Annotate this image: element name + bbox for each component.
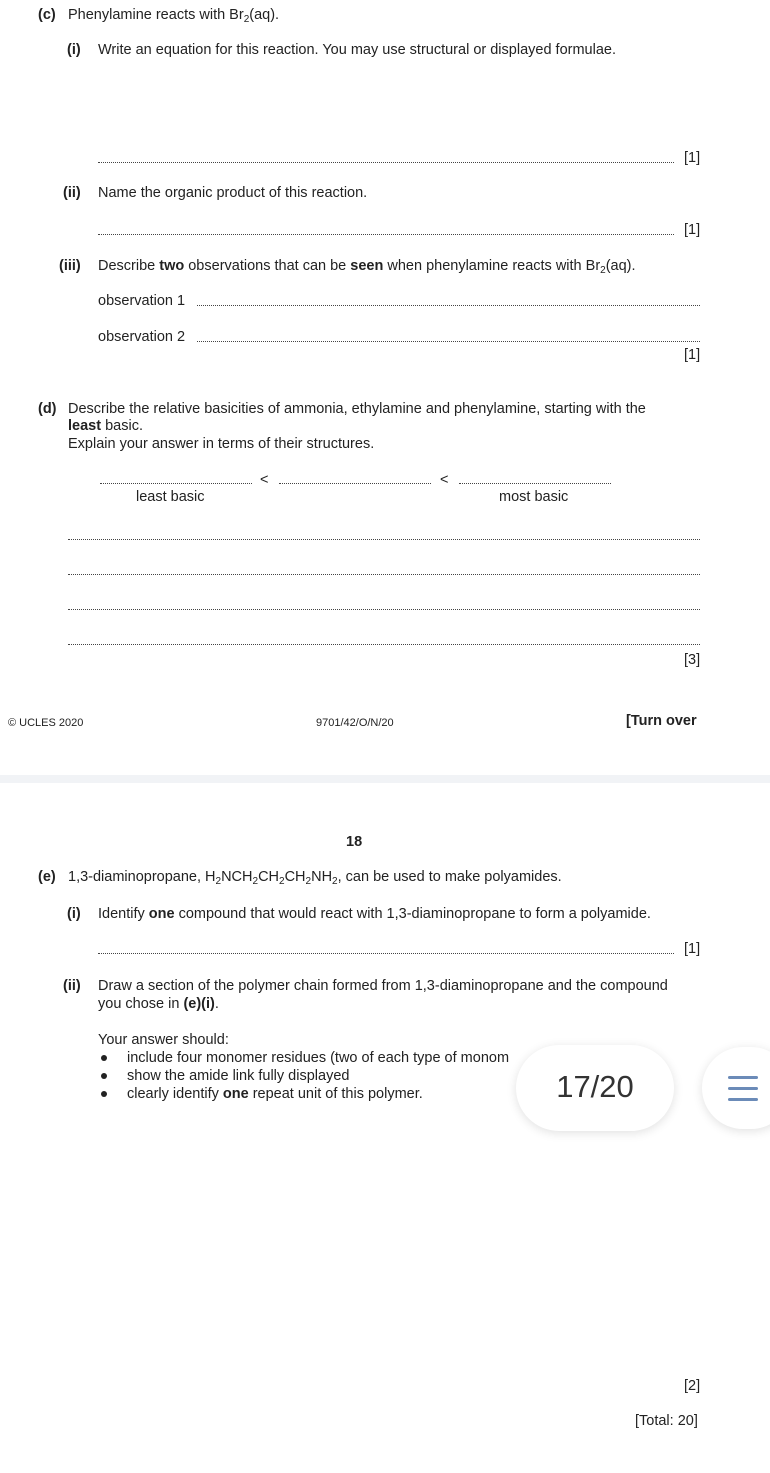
part-e-label: (e) <box>38 869 56 885</box>
paper-code: 9701/42/O/N/20 <box>316 717 394 729</box>
observation-2-line[interactable] <box>197 341 700 342</box>
requirement-3: clearly identify one repeat unit of this polymer. <box>127 1086 423 1102</box>
answer-line[interactable] <box>98 162 674 163</box>
mark-allocation: [2] <box>684 1378 701 1394</box>
mark-allocation: [3] <box>684 652 701 668</box>
part-e-ii-question-line2: you chose in (e)(i). <box>98 996 219 1012</box>
mark-allocation: [1] <box>684 941 701 957</box>
copyright: © UCLES 2020 <box>8 717 84 729</box>
least-basic-label: least basic <box>136 489 205 505</box>
part-c-ii-label: (ii) <box>63 185 81 201</box>
part-c-ii-question: Name the organic product of this reaction. <box>98 185 368 201</box>
observation-1-label: observation 1 <box>98 293 186 309</box>
most-basic-label: most basic <box>499 489 569 505</box>
total-marks: [Total: 20] <box>635 1413 698 1429</box>
page-separator <box>0 775 770 783</box>
answer-requirements-heading: Your answer should: <box>98 1032 229 1048</box>
middle-basic-blank[interactable] <box>279 483 431 484</box>
answer-line[interactable] <box>68 574 700 575</box>
page-number: 18 <box>346 834 363 850</box>
part-c-i-question: Write an equation for this reaction. You may use structural or displayed formulae. <box>98 42 616 58</box>
requirement-1: include four monomer residues (two of each type of monom <box>127 1050 510 1066</box>
part-c-iii-question: Describe two observations that can be seen when phenylamine reacts with $Br_2(aq)$. <box>98 258 636 276</box>
bullet-icon <box>101 1091 107 1097</box>
part-e-i-question: Identify one compound that would react with 1,3-diaminopropane to form a polyamide. <box>98 906 651 922</box>
part-e-ii-question-line1: Draw a section of the polymer chain formed from 1,3-diaminopropane and the compound <box>98 978 668 994</box>
part-d-question-line2: least basic. <box>68 418 143 434</box>
less-than-sign: < <box>440 472 449 488</box>
part-c-label: (c) <box>38 7 56 23</box>
less-than-sign: < <box>260 472 269 488</box>
part-d-label: (d) <box>38 401 57 417</box>
observation-2-label: observation 2 <box>98 329 186 345</box>
answer-line[interactable] <box>68 609 700 610</box>
part-e-ii-label: (ii) <box>63 978 81 994</box>
turn-over: [Turn over <box>626 713 697 729</box>
observation-1-line[interactable] <box>197 305 700 306</box>
answer-line[interactable] <box>98 953 674 954</box>
answer-line[interactable] <box>98 234 674 235</box>
part-d-question-line1: Describe the relative basicities of ammonia, ethylamine and phenylamine, starting with the <box>68 401 646 417</box>
most-basic-blank[interactable] <box>459 483 611 484</box>
page-indicator-text: 17/20 <box>556 1069 634 1104</box>
part-e-i-label: (i) <box>67 906 81 922</box>
menu-button[interactable] <box>702 1047 770 1129</box>
part-d-question-line3: Explain your answer in terms of their structures. <box>68 436 375 452</box>
mark-allocation: [1] <box>684 347 701 363</box>
mark-allocation: [1] <box>684 222 701 238</box>
page-indicator[interactable] <box>516 1045 674 1131</box>
mark-allocation: [1] <box>684 150 701 166</box>
part-c-stem: Phenylamine reacts with $Br_2(aq)$. <box>68 7 280 25</box>
part-c-iii-label: (iii) <box>59 258 81 274</box>
bullet-icon <box>101 1073 107 1079</box>
requirement-2: show the amide link fully displayed <box>127 1068 350 1084</box>
part-c-i-label: (i) <box>67 42 81 58</box>
answer-line[interactable] <box>68 539 700 540</box>
least-basic-blank[interactable] <box>100 483 252 484</box>
bullet-icon <box>101 1055 107 1061</box>
part-e-stem: 1,3-diaminopropane, $H_2NCH_2CH_2CH_2NH_2$, can be used to make polyamides. <box>68 869 562 887</box>
answer-line[interactable] <box>68 644 700 645</box>
